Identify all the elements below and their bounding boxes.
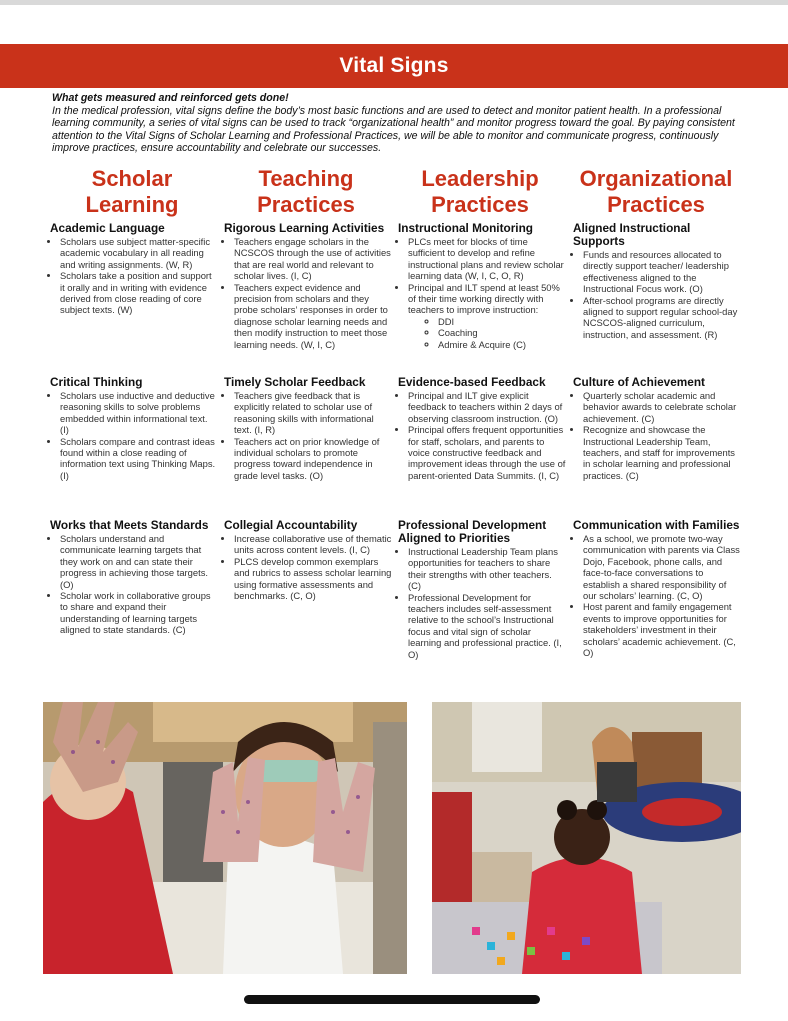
- section-heading: Culture of Achievement: [573, 375, 705, 389]
- list-item: • Scholars use inductive and deductive reasoning skills to solve problems embedded within informational text. (I): [60, 390, 218, 436]
- title-banner: [0, 44, 788, 88]
- section-aligned-supports: [573, 222, 741, 340]
- list-item: • Teachers expect evidence and precision from scholars and they probe scholars’ responses in order to diagnose scholar learning needs and then modify instruction to meet those learning needs. (W, I, C): [234, 282, 392, 350]
- column-leadership-practices: [396, 166, 564, 222]
- column-organizational-practices: [570, 166, 742, 222]
- list-item: • PLCS develop common exemplars and rubrics to assess scholar learning using formative assessments and benchmarks. (C, O): [234, 556, 392, 602]
- section-culture-achievement: [573, 376, 741, 481]
- section-heading: Professional Development Aligned to Priorities: [398, 518, 547, 545]
- list-item: • Quarterly scholar academic and behavior awards to celebrate scholar achievement. (C): [583, 390, 741, 424]
- sub-list-item: ◦ DDI: [438, 316, 566, 327]
- column-title: Leadership Practices: [421, 166, 539, 217]
- top-edge: [0, 0, 788, 5]
- photo-glitter-hands: [43, 702, 407, 974]
- section-heading: Collegial Accountability: [224, 518, 358, 532]
- list-item: • Scholars compare and contrast ideas found within a close reading of information text using Thinking Maps. (I): [60, 436, 218, 482]
- sub-list-item: ◦ Coaching: [438, 327, 566, 338]
- intro-lead: What gets measured and reinforced gets done!: [52, 92, 289, 104]
- list-item: • Principal offers frequent opportunities for staff, scholars, and parents to voice constructive feedback and improvement ideas through the use of parent-oriented Data Summits. (I, C): [408, 424, 566, 481]
- section-heading: Academic Language: [50, 221, 165, 235]
- section-heading: Instructional Monitoring: [398, 221, 533, 235]
- sub-list-item: ◦ Admire & Acquire (C): [438, 339, 566, 350]
- section-professional-development: [398, 519, 566, 660]
- section-heading: Timely Scholar Feedback: [224, 375, 366, 389]
- photo-building-blocks: [432, 702, 741, 974]
- list-item: • Teachers act on prior knowledge of individual scholars to promote progress toward independence in grade level tasks. (O): [234, 436, 392, 482]
- home-indicator[interactable]: [244, 995, 540, 1004]
- page-title: Vital Signs: [339, 54, 449, 77]
- section-critical-thinking: [50, 376, 218, 481]
- list-item: • Professional Development for teachers includes self-assessment relative to the school’s Instructional focus and vital sign of scholar learning and professional practice. (I, O): [408, 592, 566, 660]
- section-heading: Evidence-based Feedback: [398, 375, 546, 389]
- list-item: • Recognize and showcase the Instructional Leadership Team, teachers, and staff for improvements in scholar learning and professional practices. (C): [583, 424, 741, 481]
- list-item: • Instructional Leadership Team plans opportunities for teachers to share their strengths with other teachers. (C): [408, 546, 566, 592]
- list-item: • Host parent and family engagement events to improve opportunities for stakeholders’ investment in their scholars’ academic achievement. (C, O): [583, 601, 741, 658]
- section-collegial-accountability: [224, 519, 392, 601]
- list-item: • After-school programs are directly aligned to support regular school-day NCSCOS-aligned curriculum, instruction, and assessment. (R): [583, 295, 741, 341]
- section-rigorous-learning: [224, 222, 392, 350]
- list-item: • Principal and ILT give explicit feedback to teachers within 2 days of observing classroom instruction. (O): [408, 390, 566, 424]
- photo-building-blocks-drawing: [432, 702, 741, 974]
- list-item: • Scholar work in collaborative groups to share and expand their understanding of learning targets aligned to state standards. (C): [60, 590, 218, 636]
- list-item: • As a school, we promote two-way communication with parents via Class Dojo, Facebook, phone calls, and face-to-face conversations to establish a shared responsibility of our scholars’ learning. (C, O): [583, 533, 741, 601]
- list-item: • PLCs meet for blocks of time sufficient to develop and refine instructional plans and review scholar learning data (W, I, C, O, R): [408, 236, 566, 282]
- section-academic-language: [50, 222, 218, 316]
- section-works-meets-standards: [50, 519, 218, 636]
- section-timely-feedback: [224, 376, 392, 481]
- list-item: • Teachers give feedback that is explicitly related to scholar use of reasoning skills with informational text. (I, R): [234, 390, 392, 436]
- list-item: • Scholars understand and communicate learning targets that they work on and can state their progress in achieving those targets. (O): [60, 533, 218, 590]
- list-item: • Scholars take a position and support it orally and in writing with evidence derived from close reading of core subject texts. (W): [60, 270, 218, 316]
- section-heading: Rigorous Learning Activities: [224, 221, 385, 235]
- section-heading: Aligned Instructional Supports: [573, 221, 691, 248]
- column-scholar-learning: [48, 166, 216, 222]
- column-teaching-practices: [222, 166, 390, 222]
- column-title: Teaching Practices: [257, 166, 355, 217]
- section-communication-families: [573, 519, 741, 658]
- list-item: • Scholars use subject matter-specific academic vocabulary in all reading and writing assignments. (W, R): [60, 236, 218, 270]
- photo-glitter-hands-drawing: [43, 702, 407, 974]
- list-item: • Increase collaborative use of thematic units across content levels. (I, C): [234, 533, 392, 556]
- section-heading: Critical Thinking: [50, 375, 143, 389]
- intro-paragraph: [52, 92, 742, 155]
- section-evidence-feedback: [398, 376, 566, 481]
- list-item: • Funds and resources allocated to directly support teacher/ leadership effectiveness aligned to the Instructional Focus work. (O): [583, 249, 741, 295]
- section-heading: Works that Meets Standards: [50, 518, 209, 532]
- section-instructional-monitoring: [398, 222, 566, 350]
- intro-body: In the medical profession, vital signs define the body’s most basic functions and are used to detect and monitor patient health. In a professional learning community, a series of vital signs can be used to track “organizational health” and monitor progress toward the goal. By paying consistent attention to the Vital Signs of Scholar Learning and Professional Practices, we will be able to monitor and communicate progress, continuously improve practices, ensure accountability and celebrate our successes.: [52, 104, 735, 154]
- section-heading: Communication with Families: [573, 518, 740, 532]
- column-title: Scholar Learning: [85, 166, 179, 217]
- column-title: Organizational Practices: [579, 166, 733, 217]
- list-item: • Principal and ILT spend at least 50% of their time working directly with teachers to improve instruction:: [408, 282, 566, 316]
- list-item: • Teachers engage scholars in the NCSCOS through the use of activities that are real world and relevant to scholar lives. (I, C): [234, 236, 392, 282]
